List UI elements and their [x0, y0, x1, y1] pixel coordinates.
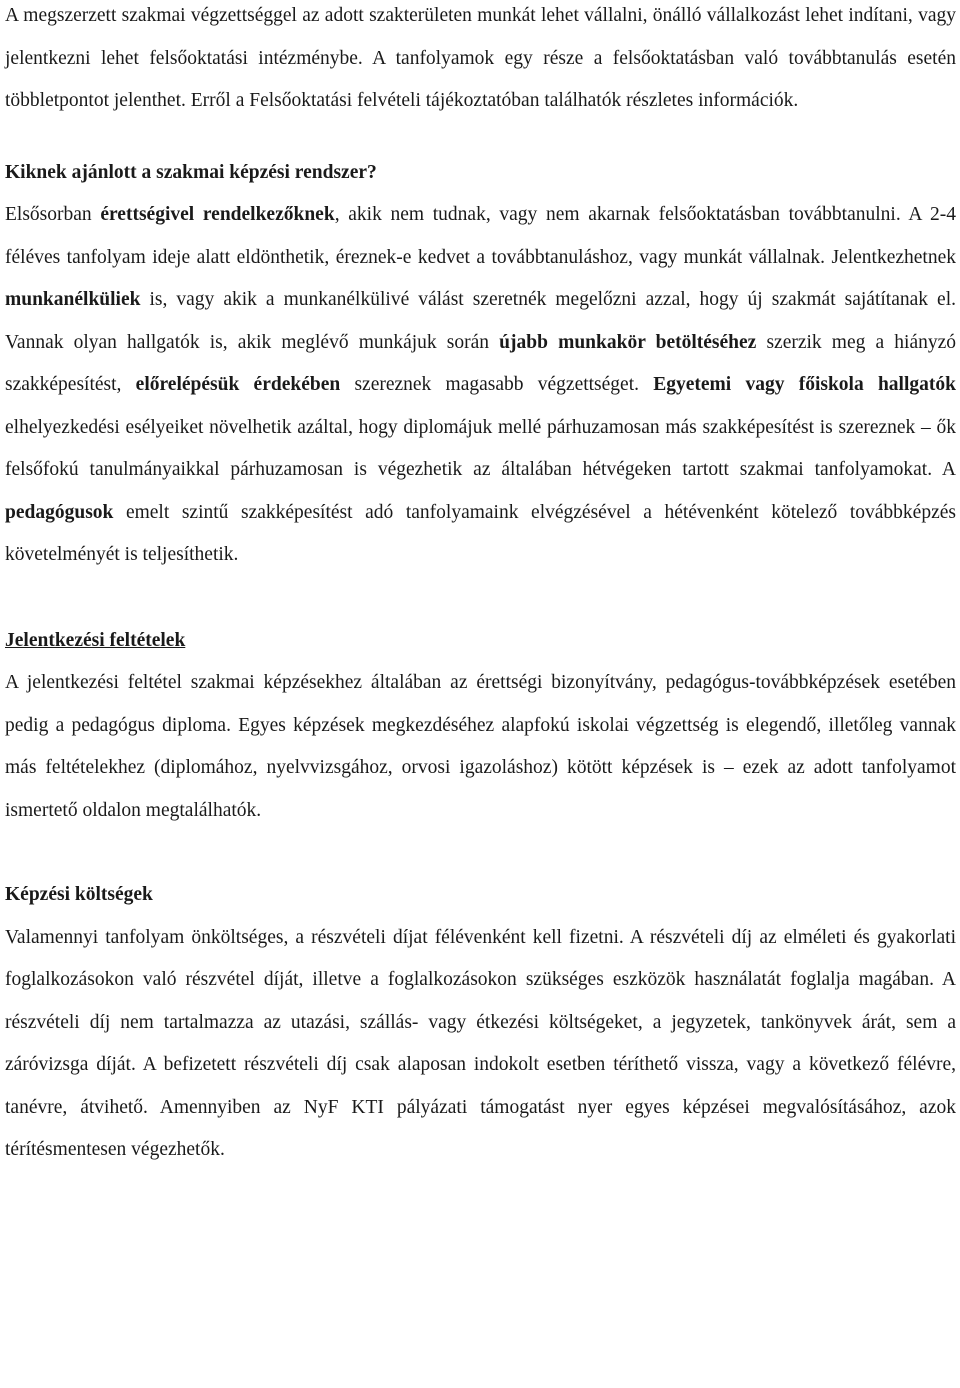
bold-phrase-teachers: pedagógusok — [5, 501, 114, 523]
heading-requirements: Jelentkezési feltételek — [5, 629, 186, 651]
text-run: szerzik meg a hiányzó szakképesítést, — [5, 331, 957, 395]
requirements-paragraph: A jelentkezési feltétel szakmai képzésekhez általában az érettségi bizonyítvány, pedagógus-továbbképzések esetében pedig a pedagógus diploma. Egyes képzések megkezdéséhez alapfokú iskolai végzettség is elegendő, illetőleg vannak más feltételekhez (diplomához, nyelvvizsgához, orvosi igazoláshoz) kötött képzések is – ezek az adott tanfolyamot ismertető oldalon megtalálhatók. — [5, 672, 956, 821]
spacer — [5, 832, 956, 874]
bold-phrase-advancement: előrelépésük érdekében — [135, 374, 341, 395]
bold-phrase-graduates: érettségivel rendelkezőknek — [100, 204, 335, 225]
spacer — [5, 577, 956, 620]
heading-target-audience: Kiknek ajánlott a szakmai képzési rendszer? — [5, 161, 377, 183]
bold-phrase-unemployed: munkanélküliek — [5, 289, 141, 310]
bold-phrase-students: Egyetemi vagy főiskola hallgatók — [653, 374, 956, 395]
text-run: szereznek magasabb végzettséget. — [340, 374, 654, 395]
text-run: elhelyezkedési esélyeiket növelhetik azáltal, hogy diplomájuk mellé párhuzamosan más szakképesítést is szereznek – ők felsőfokú tanulmányaikkal párhuzamosan is végezhetik az általában hétvégeken tartott szakmai tanfolyamokat. A — [5, 416, 956, 480]
intro-paragraph: A megszerzett szakmai végzettséggel az adott szakterületen munkát lehet vállalni, önálló vállalkozást lehet indítani, vagy jelentkezni lehet felsőoktatási intézménybe. A tanfolyamok egy része a felsőoktatásban való továbbtanulás esetén többletpontot jelenthet. Erről a Felsőoktatási felvételi tájékoztatóban találhatók részletes információk. — [5, 5, 956, 111]
text-run: emelt szintű szakképesítést adó tanfolyamaink elvégzésével a hétévenként kötelező továbbképzés követelményét is teljesíthetik. — [5, 501, 956, 565]
costs-paragraph: Valamennyi tanfolyam önköltséges, a részvételi díjat félévenként kell fizetni. A részvételi díj az elméleti és gyakorlati foglalkozásokon való részvétel díját, illetve a foglalkozásokon szükséges eszközök használatát foglalja magában. A részvételi díj nem tartalmazza az utazási, szállás- vagy étkezési költségeket, a jegyzetek, tankönyvek árát, sem a záróvizsga díját. A befizetett részvételi díj csak alaposan indokolt esetben téríthető vissza, vagy a következő félévre, tanévre, átvihető. Amennyiben az NyF KTI pályázati támogatást nyer egyes képzései megvalósításához, azok térítésmentesen végezhetők. — [5, 926, 956, 1160]
target-audience-paragraph — [5, 194, 956, 577]
bold-phrase-new-job: újabb munkakör betöltéséhez — [499, 331, 757, 353]
heading-costs: Képzési költségek — [5, 884, 153, 905]
spacer — [5, 123, 956, 152]
text-run: is, vagy akik a munkanélkülivé válást szeretnék megelőzni azzal, hogy új szakmát sajátítanak el. Vannak olyan hallgatók is, akik meglévő munkájuk során — [5, 289, 956, 353]
text-run: , akik nem tudnak, vagy nem akarnak felsőoktatásban továbbtanulni. A 2-4 féléves tanfolyam ideje alatt eldönthetik, éreznek-e kedvet a továbbtanuláshoz, vagy munkát vállalnak. Jelentkezhetnek — [5, 204, 957, 268]
text-run: Elsősorban — [5, 204, 101, 225]
